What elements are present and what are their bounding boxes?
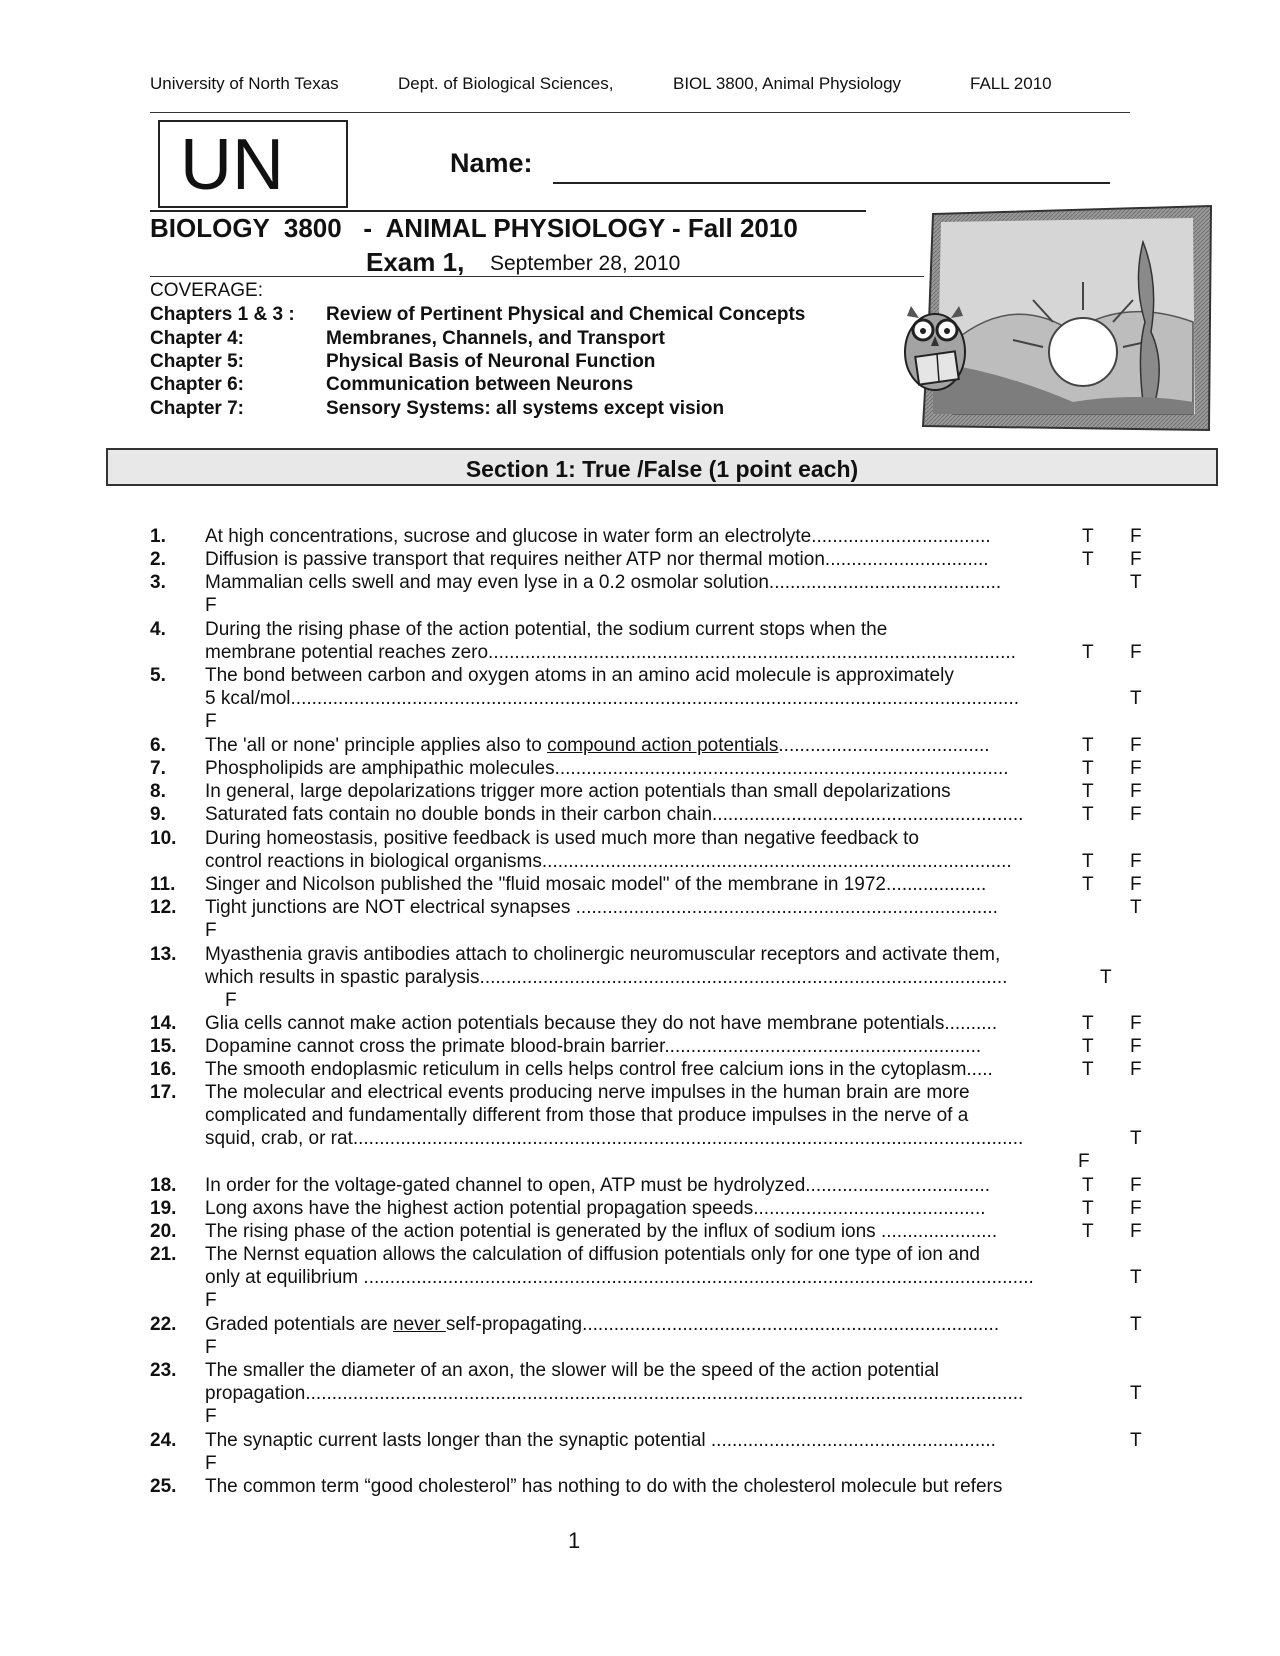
answer-true[interactable]: T xyxy=(1082,804,1094,825)
course-title: BIOLOGY 3800 - ANIMAL PHYSIOLOGY - Fall 2010 xyxy=(150,213,798,243)
question-text: The Nernst equation allows the calculation of diffusion potentials only for one type of ion and xyxy=(205,1244,980,1265)
question-number: 14. xyxy=(150,1013,177,1034)
question-number: 1. xyxy=(150,526,166,547)
answer-true[interactable]: T xyxy=(1130,688,1142,709)
question-text: Glia cells cannot make action potentials because they do not have membrane potentials.......... xyxy=(205,1013,998,1034)
question-text xyxy=(205,1314,999,1336)
answer-true[interactable]: T xyxy=(1082,874,1094,895)
question-text: Singer and Nicolson published the "fluid mosaic model" of the membrane in 1972................... xyxy=(205,874,987,895)
question-number: 19. xyxy=(150,1198,177,1219)
question-number: 8. xyxy=(150,781,166,802)
answer-false[interactable]: F xyxy=(1130,1059,1142,1080)
exam-title: Exam 1, xyxy=(366,247,465,277)
question-text: Saturated fats contain no double bonds in their carbon chain........................................................... xyxy=(205,804,1024,825)
question-text: The smaller the diameter of an axon, the slower will be the speed of the action potential xyxy=(205,1360,940,1381)
question-text-pre: The 'all or none' principle applies also to xyxy=(205,735,548,756)
header-university: University of North Texas xyxy=(150,74,339,93)
question-number: 18. xyxy=(150,1175,177,1196)
question-number: 22. xyxy=(150,1314,177,1335)
question-number: 15. xyxy=(150,1036,177,1057)
answer-false[interactable]: F xyxy=(1078,1151,1090,1172)
underlined-term: never xyxy=(393,1314,446,1335)
name-field-line[interactable] xyxy=(553,182,1110,184)
answer-false[interactable]: F xyxy=(205,1453,217,1474)
chapter-topic: Communication between Neurons xyxy=(326,374,634,395)
answer-false[interactable]: F xyxy=(1130,758,1142,779)
question-text-cont: 5 kcal/mol.......................................................................................................................................... xyxy=(205,688,1020,709)
answer-true[interactable]: T xyxy=(1082,781,1094,802)
question-text: The synaptic current lasts longer than the synaptic potential ...................................................... xyxy=(205,1430,996,1451)
question-number: 20. xyxy=(150,1221,177,1242)
question-text: The smooth endoplasmic reticulum in cells helps control free calcium ions in the cytoplasm..... xyxy=(205,1059,993,1080)
question-number: 21. xyxy=(150,1244,177,1265)
coverage-chapter xyxy=(150,351,870,374)
question-text: In order for the voltage-gated channel to open, ATP must be hydrolyzed................................... xyxy=(205,1175,991,1196)
chapter-label: Chapter 7: xyxy=(150,398,244,419)
title-rule xyxy=(150,210,866,212)
coverage-chapter xyxy=(150,304,870,327)
answer-false[interactable]: F xyxy=(1130,1198,1142,1219)
answer-true[interactable]: T xyxy=(1082,526,1094,547)
answer-true[interactable]: T xyxy=(1130,1430,1142,1451)
question-text: During the rising phase of the action potential, the sodium current stops when the xyxy=(205,619,888,640)
header-course: BIOL 3800, Animal Physiology xyxy=(673,74,902,93)
question-text: Dopamine cannot cross the primate blood-brain barrier............................................................ xyxy=(205,1036,982,1057)
answer-false[interactable]: F xyxy=(205,920,217,941)
answer-false[interactable]: F xyxy=(205,595,217,616)
header-term: FALL 2010 xyxy=(970,74,1052,93)
question-number: 23. xyxy=(150,1360,177,1381)
question-number: 10. xyxy=(150,828,177,849)
question-text: Long axons have the highest action potential propagation speeds............................................ xyxy=(205,1198,986,1219)
question-text-cont: complicated and fundamentally different from those that produce impulses in the nerve of a xyxy=(205,1105,969,1126)
question-text: The bond between carbon and oxygen atoms in an amino acid molecule is approximately xyxy=(205,665,954,686)
chapter-label: Chapter 6: xyxy=(150,374,244,395)
answer-true[interactable]: T xyxy=(1082,1013,1094,1034)
answer-false[interactable]: F xyxy=(1130,549,1142,570)
question-text: In general, large depolarizations trigger more action potentials than small depolarizations xyxy=(205,781,951,802)
coverage-label: COVERAGE: xyxy=(150,280,263,301)
question-text xyxy=(205,735,990,757)
page-number: 1 xyxy=(568,1528,581,1553)
question-number: 5. xyxy=(150,665,166,686)
answer-true[interactable]: T xyxy=(1082,1036,1094,1057)
section-title: Section 1: True /False (1 point each) xyxy=(465,456,859,482)
question-text-post: ........................................ xyxy=(778,735,990,756)
underlined-term: compound action potentials xyxy=(547,735,779,756)
question-number: 11. xyxy=(150,874,176,895)
answer-false[interactable]: F xyxy=(1130,804,1142,825)
exam-date: September 28, 2010 xyxy=(490,252,681,275)
question-number: 6. xyxy=(150,735,166,756)
question-number: 12. xyxy=(150,897,177,918)
answer-true[interactable]: T xyxy=(1130,572,1142,593)
owl-reading-clipart-icon xyxy=(893,202,1213,434)
question-text-cont: membrane potential reaches zero.................................................................................................... xyxy=(205,642,1016,663)
question-text: During homeostasis, positive feedback is used much more than negative feedback to xyxy=(205,828,919,849)
answer-false[interactable]: F xyxy=(225,990,237,1011)
logo-text: UN xyxy=(180,125,284,205)
question-text: Tight junctions are NOT electrical synapses ................................................................................ xyxy=(205,897,998,918)
chapter-topic: Membranes, Channels, and Transport xyxy=(326,328,665,349)
coverage-chapter xyxy=(150,374,870,397)
question-number: 4. xyxy=(150,619,166,640)
answer-false[interactable]: F xyxy=(1130,526,1142,547)
answer-true[interactable]: T xyxy=(1130,1314,1142,1335)
answer-true[interactable]: T xyxy=(1082,1198,1094,1219)
answer-true[interactable]: T xyxy=(1082,549,1094,570)
chapter-topic: Physical Basis of Neuronal Function xyxy=(326,351,656,372)
chapter-topic: Sensory Systems: all systems except vision xyxy=(326,398,725,419)
question-text-cont: control reactions in biological organisms......................................................................................... xyxy=(205,851,1012,872)
answer-false[interactable]: F xyxy=(1130,1175,1142,1196)
question-text-cont: only at equilibrium ............................................................................................................................... xyxy=(205,1267,1034,1288)
question-text: Mammalian cells swell and may even lyse in a 0.2 osmolar solution............................................ xyxy=(205,572,1002,593)
question-number: 3. xyxy=(150,572,166,593)
answer-false[interactable]: F xyxy=(1130,851,1142,872)
chapter-topic: Review of Pertinent Physical and Chemical Concepts xyxy=(326,304,806,325)
header-rule xyxy=(150,112,1130,113)
answer-false[interactable]: F xyxy=(1130,1036,1142,1057)
question-number: 13. xyxy=(150,944,177,965)
question-number: 17. xyxy=(150,1082,177,1103)
answer-true[interactable]: T xyxy=(1130,1128,1142,1149)
section-1-header xyxy=(106,448,1218,486)
answer-false[interactable]: F xyxy=(1130,874,1142,895)
answer-true[interactable]: T xyxy=(1082,758,1094,779)
answer-false[interactable]: F xyxy=(1130,1013,1142,1034)
coverage-chapter xyxy=(150,398,870,421)
exam-rule xyxy=(150,276,924,277)
question-number: 16. xyxy=(150,1059,177,1080)
answer-false[interactable]: F xyxy=(1130,642,1142,663)
answer-false[interactable]: F xyxy=(205,1337,217,1358)
chapter-label: Chapter 4: xyxy=(150,328,244,349)
answer-false[interactable]: F xyxy=(205,1290,217,1311)
answer-true[interactable]: T xyxy=(1082,851,1094,872)
question-text-post: self-propagating............................................................................... xyxy=(445,1314,1000,1335)
answer-true[interactable]: T xyxy=(1130,1383,1142,1404)
question-number: 7. xyxy=(150,758,166,779)
answer-true[interactable]: T xyxy=(1082,1059,1094,1080)
question-number: 9. xyxy=(150,804,166,825)
chapter-label: Chapter 5: xyxy=(150,351,244,372)
header-department: Dept. of Biological Sciences, xyxy=(398,74,614,93)
answer-false[interactable]: F xyxy=(1130,1221,1142,1242)
answer-true[interactable]: T xyxy=(1082,1221,1094,1242)
question-number: 25. xyxy=(150,1476,177,1497)
question-text: The molecular and electrical events producing nerve impulses in the human brain are more xyxy=(205,1082,970,1103)
question-text: The rising phase of the action potential is generated by the influx of sodium ions ...................... xyxy=(205,1221,998,1242)
question-text: Myasthenia gravis antibodies attach to cholinergic neuromuscular receptors and activate them, xyxy=(205,944,1001,965)
question-text: Phospholipids are amphipathic molecules...................................................................................... xyxy=(205,758,1009,779)
answer-true[interactable]: T xyxy=(1082,1175,1094,1196)
answer-false[interactable]: F xyxy=(1130,781,1142,802)
logo-box xyxy=(158,120,348,208)
chapter-label: Chapters 1 & 3 : xyxy=(150,304,295,325)
question-text-pre: Graded potentials are xyxy=(205,1314,394,1335)
answer-false[interactable]: F xyxy=(1130,735,1142,756)
question-text-cont: which results in spastic paralysis.................................................................................................... xyxy=(205,967,1008,988)
answer-false[interactable]: F xyxy=(205,1406,217,1427)
question-text: Diffusion is passive transport that requires neither ATP nor thermal motion............................... xyxy=(205,549,989,570)
name-label: Name: xyxy=(450,148,533,178)
question-text-cont: squid, crab, or rat............................................................................................................................... xyxy=(205,1128,1024,1149)
answer-true[interactable]: T xyxy=(1100,967,1112,988)
question-text: The common term “good cholesterol” has nothing to do with the cholesterol molecule but refers xyxy=(205,1476,1003,1497)
question-text-cont: propagation........................................................................................................................................ xyxy=(205,1383,1024,1404)
answer-true[interactable]: T xyxy=(1130,897,1142,918)
question-number: 2. xyxy=(150,549,166,570)
answer-true[interactable]: T xyxy=(1082,735,1094,756)
coverage-chapter xyxy=(150,328,870,351)
answer-false[interactable]: F xyxy=(205,711,217,732)
answer-true[interactable]: T xyxy=(1082,642,1094,663)
question-text: At high concentrations, sucrose and glucose in water form an electrolyte.................................. xyxy=(205,526,991,547)
answer-true[interactable]: T xyxy=(1130,1267,1142,1288)
question-number: 24. xyxy=(150,1430,177,1451)
